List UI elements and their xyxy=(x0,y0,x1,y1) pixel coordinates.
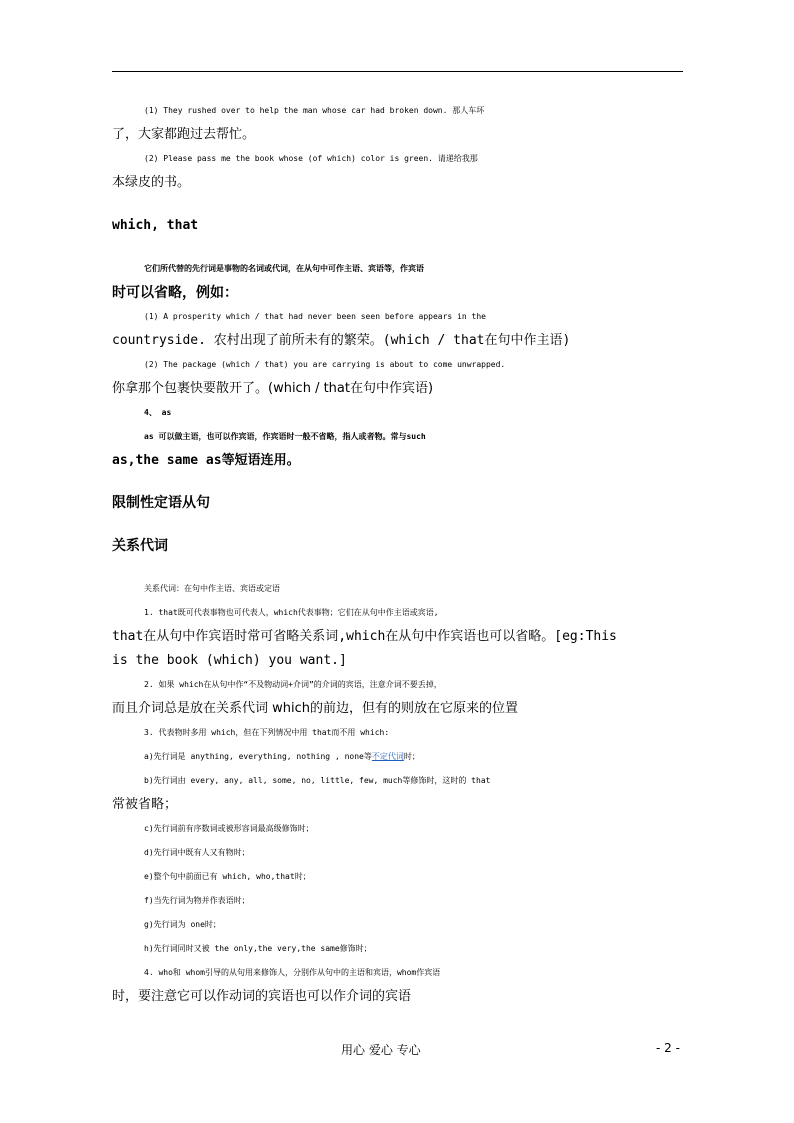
rule3-item-e: e)整个句中前面已有 which, who,that时； xyxy=(144,872,311,881)
rule1-line3: is the book (which) you want.] xyxy=(112,653,347,668)
as-desc-2: as,the same as等短语连用。 xyxy=(112,453,300,468)
section-restrictive-clause: 限制性定语从句 xyxy=(112,495,210,511)
rule3-item-a-text: a)先行词是 anything, everything, nothing , none等 xyxy=(144,752,372,761)
rule3-item-b-line1: b)先行词由 every, any, all, some, no, little, few, much等修饰时，这时的 that xyxy=(144,776,491,785)
which-that-example-2a: (2) The package (which / that) you are carrying is about to come unwrapped. xyxy=(144,360,506,369)
indefinite-pronoun-link[interactable]: 不定代词 xyxy=(371,752,404,761)
section-relative-pronouns: 关系代词 xyxy=(112,538,168,554)
rule3-item-g: g)先行词为 one时； xyxy=(144,920,221,929)
which-that-desc-2: 时可以省略，例如： xyxy=(112,285,238,301)
example-whose-1b: 了，大家都跑过去帮忙。 xyxy=(112,127,256,142)
rule3-item-a xyxy=(144,745,720,769)
rule1-line2: that在从句中作宾语时常可省略关系词,which在从句中作宾语也可以省略。[eg:This xyxy=(112,629,617,644)
which-that-desc-1: 它们所代替的先行词是事物的名词或代词，在从句中可作主语、宾语等，作宾语 xyxy=(144,264,424,273)
rule3-item-d: d)先行词中既有人又有物时； xyxy=(144,848,250,857)
relative-pronoun-intro: 关系代词：在句中作主语、宾语或定语 xyxy=(144,584,280,593)
example-whose-2b: 本绿皮的书。 xyxy=(112,175,191,190)
example-whose-1a: (1) They rushed over to help the man whose car had broken down. 那人车坏 xyxy=(144,106,485,115)
heading-as: 4、 as xyxy=(144,408,172,417)
rule3-item-h: h)先行词同时又被 the only,the very,the same修饰时； xyxy=(144,944,372,953)
which-that-example-1a: (1) A prosperity which / that had never been seen before appears in the xyxy=(144,312,486,321)
rule4-line2: 时，要注意它可以作动词的宾语也可以作介词的宾语 xyxy=(112,989,412,1004)
heading-which-that: which, that xyxy=(112,218,199,233)
rule3-item-f: f)当先行词为物并作表语时； xyxy=(144,896,250,905)
example-whose-2a: (2) Please pass me the book whose (of which) color is green. 请递给我那 xyxy=(144,154,478,163)
page-number: - 2 - xyxy=(656,1041,680,1055)
rule3-item-b-line2: 常被省略； xyxy=(112,797,178,812)
rule1-line1: 1. that既可代表事物也可代表人，which代表事物；它们在从句中作主语或宾语, xyxy=(144,608,439,617)
footer-motto: 用心 爱心 专心 xyxy=(341,1043,421,1057)
which-that-example-1b: countryside. 农村出现了前所未有的繁荣。(which / that在句中作主语) xyxy=(112,333,571,348)
which-that-example-2b: 你拿那个包裹快要散开了。(which / that在句中作宾语) xyxy=(112,381,434,396)
rule2-line2: 而且介词总是放在关系代词 which的前边，但有的则放在它原来的位置 xyxy=(112,701,519,716)
as-desc-1: as 可以做主语，也可以作宾语，作宾语时一般不省略，指人或者物。常与such xyxy=(144,432,426,441)
rule3-item-a-tail: 时； xyxy=(403,752,420,761)
header-rule xyxy=(112,71,683,72)
rule3-intro: 3. 代表物时多用 which，但在下列情况中用 that而不用 which: xyxy=(144,728,390,737)
rule3-item-c: c)先行词前有序数词或被形容词最高级修饰时； xyxy=(144,824,314,833)
rule2-line1: 2. 如果 which在从句中作“不及物动词+介词”的介词的宾语，注意介词不要丢掉， xyxy=(144,680,442,689)
rule4-line1: 4. who和 whom引导的从句用来修饰人，分别作从句中的主语和宾语，whom作宾语 xyxy=(144,968,441,977)
